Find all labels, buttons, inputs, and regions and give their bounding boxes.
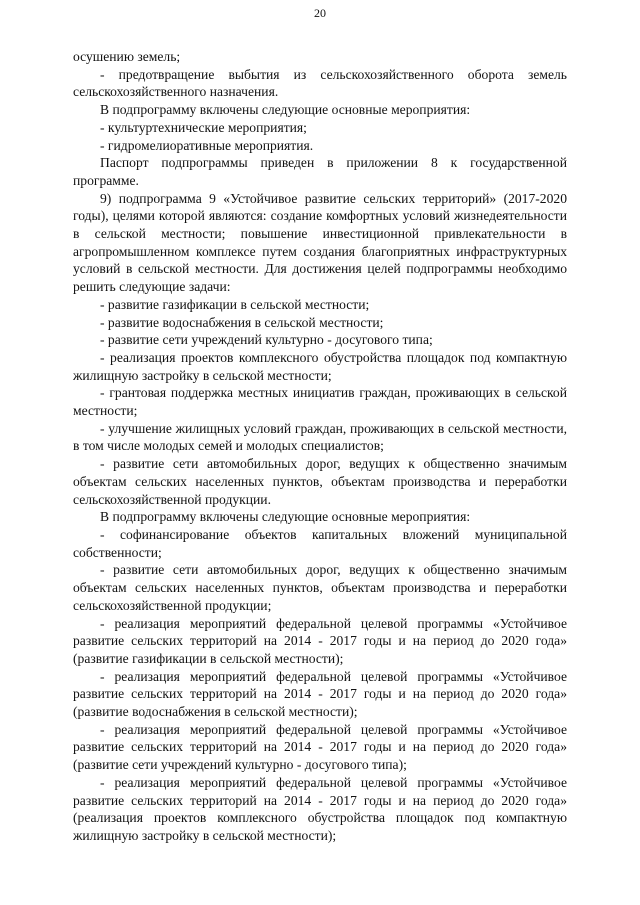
list-item: - реализация мероприятий федеральной целевой программы «Устойчивое развитие сельских территорий на 2014 - 2017 годы и на период до 2020 года» (реализация проектов комплексного обустройства площадок под компактную жилищную застройку в сельской местности);	[73, 774, 567, 843]
paragraph: - предотвращение выбытия из сельскохозяйственного оборота земель сельскохозяйственного назначения.	[73, 66, 567, 100]
paragraph: В подпрограмму включены следующие основные мероприятия:	[100, 509, 471, 525]
list-item: - развитие сети автомобильных дорог, ведущих к общественно значимым объектам сельских населенных пунктов, объектам производства и переработки сельскохозяйственной продукции;	[73, 562, 567, 613]
list-item: - улучшение жилищных условий граждан, проживающих в сельской местности, в том числе молодых семей и молодых специалистов;	[73, 420, 567, 454]
list-item: - реализация мероприятий федеральной целевой программы «Устойчивое развитие сельских территорий на 2014 - 2017 годы и на период до 2020 года» (развитие газификации в сельской местности);	[73, 615, 567, 666]
page-number: 20	[314, 6, 326, 20]
list-item: - развитие сети учреждений культурно - досугового типа;	[100, 332, 433, 348]
list-item: - развитие водоснабжения в сельской местности;	[100, 314, 384, 330]
list-item: - развитие сети автомобильных дорог, ведущих к общественно значимым объектам сельских населенных пунктов, объектам производства и переработки сельскохозяйственной продукции.	[73, 456, 567, 507]
list-item: - культуртехнические мероприятия;	[100, 119, 307, 135]
paragraph: Паспорт подпрограммы приведен в приложении 8 к государственной программе.	[73, 155, 567, 188]
list-item: - реализация мероприятий федеральной целевой программы «Устойчивое развитие сельских территорий на 2014 - 2017 годы и на период до 2020 года» (развитие водоснабжения в сельской местности);	[73, 668, 567, 720]
paragraph: осушению земель;	[73, 49, 181, 64]
list-item: - гидромелиоративные мероприятия.	[100, 137, 314, 153]
paragraph: В подпрограмму включены следующие основные мероприятия:	[100, 102, 471, 118]
list-item: - реализация проектов комплексного обустройства площадок под компактную жилищную застройку в сельской местности;	[73, 349, 567, 383]
paragraph: 9) подпрограмма 9 «Устойчивое развитие сельских территорий» (2017-2020 годы), целями которой являются: создание комфортных условий жизнедеятельности в сельской местности; повышение инвестиционной привлекательности в агропромышленном комплексе путем создания благоприятных инфраструктурных условий в сельской местности. Для достижения целей подпрограммы необходимо решить следующие задачи:	[73, 190, 567, 295]
list-item: - грантовая поддержка местных инициатив граждан, проживающих в сельской местности;	[73, 385, 567, 419]
list-item: - развитие газификации в сельской местности;	[100, 296, 370, 312]
list-item: - реализация мероприятий федеральной целевой программы «Устойчивое развитие сельских территорий на 2014 - 2017 годы и на период до 2020 года» (развитие сети учреждений культурно - досугового типа);	[73, 721, 567, 773]
document-body	[73, 48, 567, 845]
list-item: - софинансирование объектов капитальных вложений муниципальной собственности;	[73, 526, 567, 560]
